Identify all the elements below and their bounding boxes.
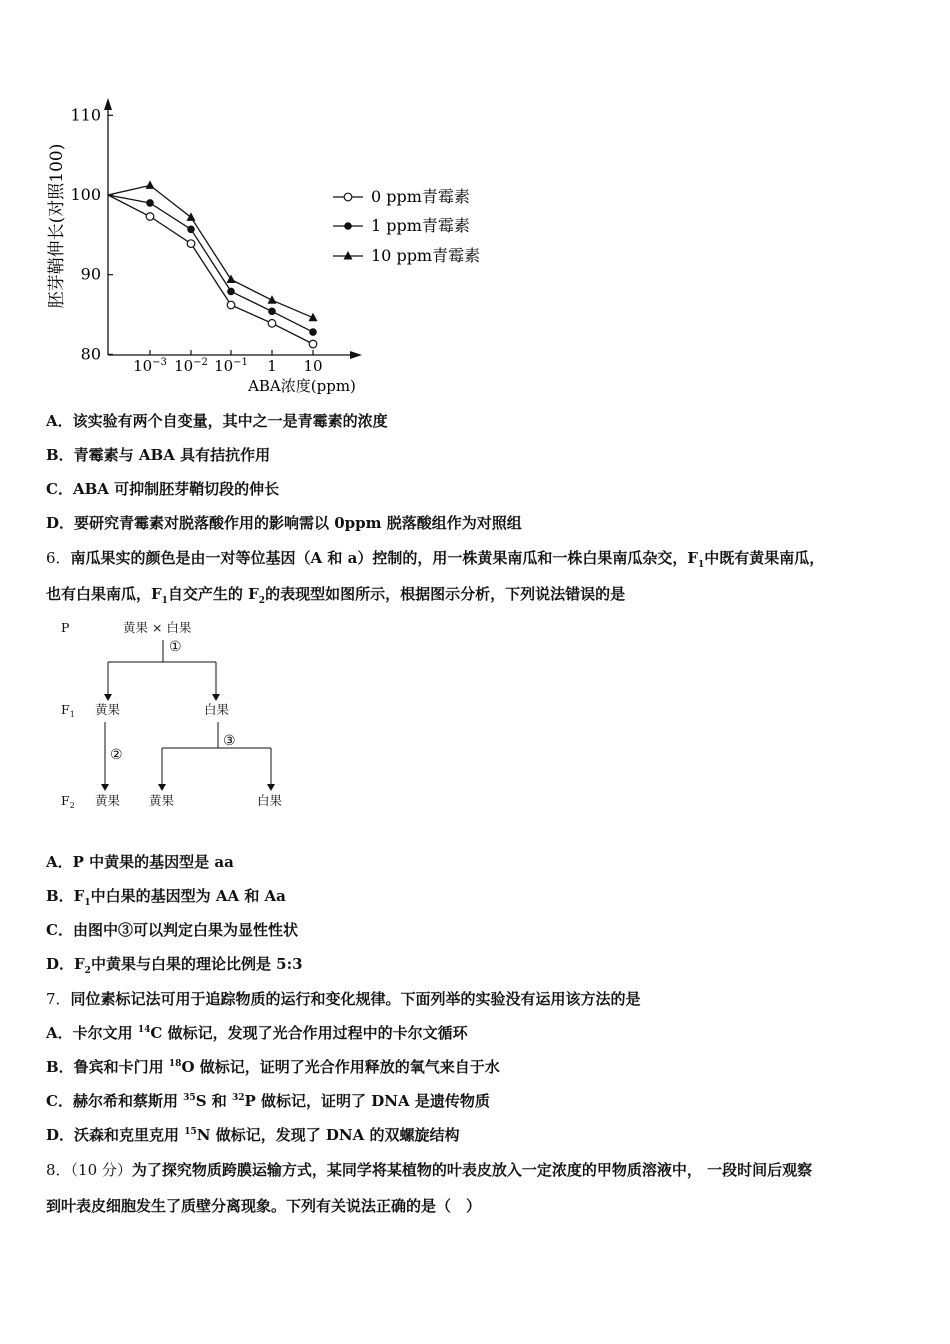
x-tick-label: 10 bbox=[303, 357, 323, 375]
x-tick-label: $10^{-2}$ bbox=[174, 357, 208, 375]
q6-option-b bbox=[46, 885, 286, 908]
q7-option-b bbox=[46, 1056, 500, 1077]
f2-yellow-b: 黄果 bbox=[149, 793, 175, 808]
data-point bbox=[309, 328, 317, 336]
q6-text: 的表现型如图所示，根据图示分析，下列说法错误的是 bbox=[265, 585, 626, 603]
data-point bbox=[146, 199, 154, 207]
legend-label: 10 ppm青霉素 bbox=[371, 246, 481, 265]
f2-white: 白果 bbox=[257, 793, 283, 808]
legend-marker bbox=[344, 251, 353, 260]
q7-text: C 做标记，发现了光合作用过程中的卡尔文循环 bbox=[150, 1024, 468, 1042]
q7-option-d bbox=[46, 1124, 460, 1145]
y-tick-label: 100 bbox=[70, 185, 101, 204]
q6-text: 自交产生的 F bbox=[167, 585, 259, 603]
y-tick-label: 80 bbox=[80, 344, 101, 364]
data-point bbox=[146, 180, 155, 189]
q7-sup: 32 bbox=[231, 1093, 245, 1103]
data-point bbox=[227, 301, 235, 309]
q6-text: D．F bbox=[46, 955, 85, 973]
data-point bbox=[187, 212, 196, 221]
y-axis-label: 胚芽鞘伸长(对照100) bbox=[47, 143, 67, 309]
p-cross: 黄果 × 白果 bbox=[123, 620, 192, 635]
q7-sup: 14 bbox=[137, 1025, 151, 1035]
q6-number: 6． bbox=[46, 549, 71, 567]
data-point bbox=[146, 213, 154, 221]
q7-text: A．卡尔文用 bbox=[46, 1024, 138, 1042]
q8-score: （10 分） bbox=[70, 1161, 132, 1179]
f2-yellow-a: 黄果 bbox=[95, 793, 121, 808]
y-tick-label: 110 bbox=[70, 105, 101, 125]
diagram-lines bbox=[105, 640, 271, 784]
q5-option-a: A．该实验有两个自变量，其中之一是青霉素的浓度 bbox=[46, 412, 388, 430]
x-tick-label: $10^{-3}$ bbox=[133, 357, 167, 375]
legend-marker bbox=[344, 222, 352, 230]
data-point bbox=[309, 340, 317, 348]
q6-text: 中白果的基因型为 AA 和 Aa bbox=[90, 887, 286, 905]
f1-yellow: 黄果 bbox=[95, 702, 121, 717]
q6-text: B．F bbox=[46, 887, 85, 905]
legend-marker bbox=[344, 193, 352, 201]
data-point bbox=[268, 295, 277, 304]
step-1: ① bbox=[169, 639, 182, 655]
q8-stem-line1 bbox=[46, 1159, 812, 1180]
q7-text: D．沃森和克里克用 bbox=[46, 1126, 185, 1144]
data-point bbox=[268, 320, 276, 328]
q6-sub: 1 bbox=[161, 596, 168, 606]
q7-text: S 和 bbox=[195, 1092, 232, 1110]
q6-text: 中黄果与白果的理论比例是 5:3 bbox=[90, 955, 303, 973]
q6-sub: 1 bbox=[698, 560, 705, 570]
q6-text: 也有白果南瓜，F bbox=[46, 585, 162, 603]
q7-number: 7． bbox=[46, 990, 71, 1008]
series-line-0 bbox=[108, 195, 313, 344]
q6-stem-line1 bbox=[46, 547, 824, 570]
series-line-2 bbox=[108, 185, 313, 317]
q6-text: 中既有黄果南瓜， bbox=[704, 549, 825, 567]
q6-sub: 1 bbox=[84, 898, 91, 908]
y-tick-label: 90 bbox=[80, 264, 101, 284]
legend-label: 0 ppm青霉素 bbox=[371, 187, 470, 206]
step-2: ② bbox=[110, 747, 123, 763]
q7-text: N 做标记，发现了 DNA 的双螺旋结构 bbox=[196, 1126, 460, 1144]
q6-text: 南瓜果实的颜色是由一对等位基因（A 和 a）控制的，用一株黄果南瓜和一株白果南瓜杂交，F bbox=[70, 549, 699, 567]
q8-stem-line2: 到叶表皮细胞发生了质壁分离现象。下列有关说法正确的是（ ） bbox=[46, 1197, 482, 1215]
q7-text: P 做标记，证明了 DNA 是遗传物质 bbox=[244, 1092, 490, 1110]
q6-sub: 2 bbox=[258, 596, 266, 606]
aba-line-chart bbox=[0, 0, 520, 400]
q6-option-d bbox=[46, 953, 303, 976]
x-tick-label: $10^{-1}$ bbox=[214, 357, 248, 375]
q5-option-d: D．要研究青霉素对脱落酸作用的影响需以 0ppm 脱落酸组作为对照组 bbox=[46, 514, 522, 532]
q7-sup: 35 bbox=[183, 1093, 196, 1103]
q7-text: O 做标记，证明了光合作用释放的氧气来自于水 bbox=[181, 1058, 500, 1076]
p-label: P bbox=[61, 620, 70, 635]
data-point bbox=[227, 288, 235, 296]
f1-label: $F_1$ bbox=[61, 702, 75, 719]
x-axis-label: ABA浓度(ppm) bbox=[248, 377, 356, 395]
diagram-arrowheads bbox=[101, 694, 275, 791]
data-point bbox=[268, 308, 276, 316]
q5-option-b: B．青霉素与 ABA 具有拮抗作用 bbox=[46, 446, 271, 464]
q7-sup: 15 bbox=[184, 1127, 197, 1137]
q6-option-c: C．由图中③可以判定白果为显性性状 bbox=[46, 921, 298, 939]
q8-number: 8． bbox=[46, 1161, 71, 1179]
q7-option-a bbox=[46, 1022, 468, 1043]
q5-option-c: C．ABA 可抑制胚芽鞘切段的伸长 bbox=[46, 480, 280, 498]
f2-label: $F_2$ bbox=[61, 793, 75, 810]
q6-stem-line2 bbox=[46, 583, 625, 606]
q6-sub: 2 bbox=[84, 966, 91, 976]
legend-label: 1 ppm青霉素 bbox=[371, 216, 470, 235]
q7-text: B．鲁宾和卡门用 bbox=[46, 1058, 169, 1076]
q6-inheritance-diagram bbox=[0, 610, 320, 820]
data-point bbox=[187, 225, 195, 233]
q7-sup: 18 bbox=[168, 1059, 182, 1069]
q7-text: C．赫尔希和蔡斯用 bbox=[46, 1092, 184, 1110]
q7-stem bbox=[46, 988, 641, 1009]
x-tick-label: 1 bbox=[267, 357, 277, 375]
f1-white: 白果 bbox=[204, 702, 230, 717]
step-3: ③ bbox=[223, 733, 236, 749]
q6-option-a: A．P 中黄果的基因型是 aa bbox=[46, 853, 234, 871]
q7-option-c bbox=[46, 1090, 490, 1111]
chart-axes bbox=[104, 98, 362, 359]
series-line-1 bbox=[108, 195, 313, 332]
data-point bbox=[187, 240, 195, 248]
q7-text: 同位素标记法可用于追踪物质的运行和变化规律。下面列举的实验没有运用该方法的是 bbox=[70, 990, 641, 1008]
q8-text: 为了探究物质跨膜运输方式，某同学将某植物的叶表皮放入一定浓度的甲物质溶液中， 一段时间后观察 bbox=[131, 1161, 813, 1179]
